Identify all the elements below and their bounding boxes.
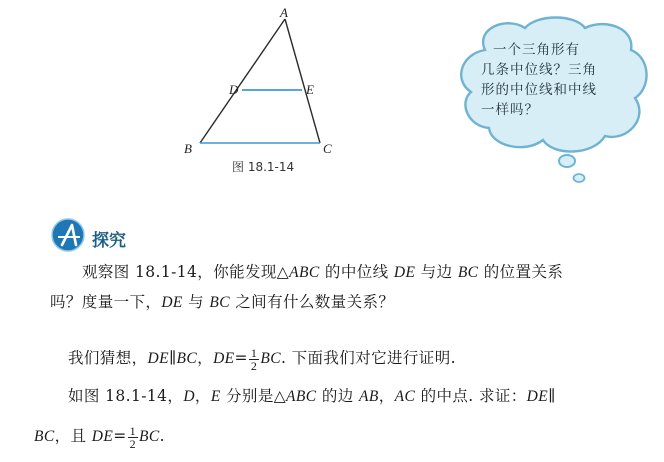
point-e: E bbox=[210, 388, 221, 405]
segment-de: DE bbox=[91, 428, 114, 445]
text-run: ， bbox=[378, 387, 395, 405]
triangle-name: ABC bbox=[289, 264, 320, 281]
segment-de: DE bbox=[147, 350, 169, 367]
segment-bc: BC bbox=[139, 428, 160, 445]
text-run: 吗？度量一下， bbox=[50, 293, 162, 311]
thought-bubble bbox=[445, 10, 660, 190]
triangle-name: ABC bbox=[286, 388, 317, 405]
bubble-line: 一个三角形有 bbox=[493, 42, 580, 58]
equals-symbol: = bbox=[234, 349, 248, 367]
parallel-symbol: ∥ bbox=[168, 349, 177, 367]
side-ab bbox=[200, 19, 285, 143]
point-label-b: B bbox=[184, 141, 192, 156]
bubble-text bbox=[481, 40, 597, 120]
text-run: 分别是△ bbox=[220, 387, 287, 405]
side-ac bbox=[285, 19, 320, 143]
text-run: . bbox=[159, 427, 165, 445]
bubble-line: 形的中位线和中线 bbox=[481, 82, 597, 98]
segment-bc: BC bbox=[457, 264, 479, 281]
text-run: 如图 18.1-14， bbox=[68, 387, 184, 405]
segment-ac: AC bbox=[394, 388, 416, 405]
proof-statement-line2 bbox=[34, 422, 165, 451]
parallel-symbol: ∥ bbox=[548, 387, 556, 405]
segment-bc: BC bbox=[260, 350, 281, 367]
segment-de: DE bbox=[213, 350, 235, 367]
explore-question-cont bbox=[50, 288, 394, 317]
guess-line bbox=[68, 344, 456, 373]
bubble-line: 一样吗？ bbox=[481, 102, 539, 118]
text-run: 的中位线 bbox=[319, 263, 394, 281]
fraction-numerator: 1 bbox=[250, 345, 258, 360]
point-label-a: A bbox=[280, 5, 288, 20]
segment-bc: BC bbox=[209, 294, 230, 311]
figure-caption: 图 18.1-14 bbox=[232, 160, 295, 174]
fraction-one-half bbox=[128, 425, 138, 450]
segment-ab: AB bbox=[359, 388, 379, 405]
text-run: 的位置关系 bbox=[478, 263, 564, 281]
explore-icon bbox=[50, 217, 86, 253]
point-label-c: C bbox=[323, 141, 332, 156]
text-run: 观察图 18.1-14，你能发现△ bbox=[82, 263, 290, 281]
text-run: 之间有什么数量关系？ bbox=[229, 293, 395, 311]
text-run: ， bbox=[197, 349, 214, 367]
text-run: ， bbox=[194, 387, 211, 405]
segment-de: DE bbox=[393, 264, 416, 281]
segment-de: DE bbox=[526, 388, 549, 405]
equals-symbol: = bbox=[113, 427, 127, 445]
segment-bc: BC bbox=[34, 428, 55, 445]
triangle-figure bbox=[170, 5, 350, 180]
explore-question bbox=[82, 258, 563, 287]
fraction-one-half bbox=[249, 347, 259, 372]
text-run: 与边 bbox=[415, 263, 458, 281]
fraction-denominator: 2 bbox=[129, 436, 137, 451]
proof-statement-line1 bbox=[68, 382, 556, 411]
text-run: 我们猜想， bbox=[68, 349, 148, 367]
fraction-numerator: 1 bbox=[129, 423, 137, 438]
point-d: D bbox=[183, 388, 195, 405]
point-label-d: D bbox=[229, 82, 239, 97]
text-run: 的边 bbox=[316, 387, 359, 405]
bubble-line: 几条中位线？三角 bbox=[481, 62, 597, 78]
segment-de: DE bbox=[161, 294, 183, 311]
segment-bc: BC bbox=[176, 350, 198, 367]
text-run: . 下面我们对它进行证明. bbox=[280, 349, 456, 367]
explore-title: 探究 bbox=[92, 231, 126, 251]
fraction-denominator: 2 bbox=[250, 358, 258, 373]
text-run: ，且 bbox=[54, 427, 92, 445]
point-label-e: E bbox=[306, 82, 314, 97]
text-run: 的中点. 求证： bbox=[415, 387, 527, 405]
text-run: 与 bbox=[182, 293, 210, 311]
